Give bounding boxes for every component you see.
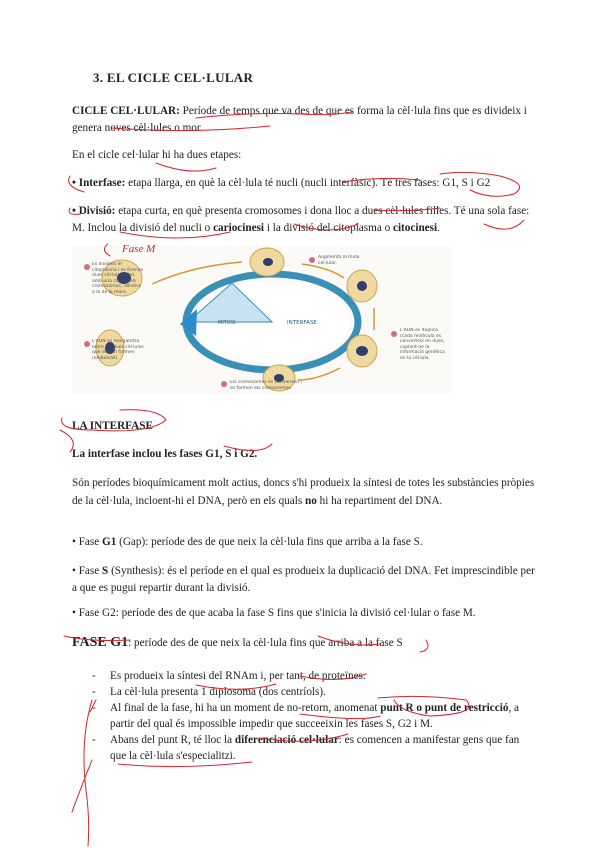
g1-text: : període des de que neix la cèl·lula fins que arriba a la fase S (128, 637, 403, 649)
divisio-text: etapa curta, en què presenta cromosomes i dona lloc a dues cèl·lules filles. Té una sola fase: M. Inclou la divisió del nucli o (72, 205, 530, 234)
figure-label-4: L'ADN es reorganitza entre les dues cèl·lules que deixen formen (embolcall). (92, 339, 144, 361)
figure-label-2: Augmenta la mida cel·lular. (318, 255, 360, 266)
interfase-text: etapa llarga, en què la cèl·lula té nucli (nucli interfàsic). Té tres fases: G1, S i G2 (125, 177, 491, 189)
phase-s: • Fase S (Synthesis): és el període en el qual es produeix la duplicació del DNA. Fet imprescindible per a que es pugui repartir durant la divisió. (72, 565, 535, 594)
interfase-description-end: hi ha repartiment del DNA. (316, 495, 443, 507)
divisio-paragraph: • Divisió: etapa curta, en què presenta cromosomes i dona lloc a dues cèl·lules filles. Té una sola fase: M. Inclou la divisió del nucli o cariocinesi i la divisió del citoplasma o citocinesi. (72, 205, 530, 234)
cariocinesi-term: cariocinesi (213, 222, 265, 234)
interfase-description-emph: no (305, 495, 317, 507)
g1-title: FASE G1 (72, 635, 129, 650)
cell-top-center (250, 248, 284, 276)
divisio-term: Divisió: (78, 205, 116, 217)
interfase-paragraph: • Interfase: etapa llarga, en què la cèl·lula té nucli (nucli interfàsic). Té tres fases: G1, S i G2 (72, 177, 491, 189)
definition-term: CICLE CEL·LULAR: (72, 105, 180, 117)
divisio-text-2: i la divisió del citoplasma o (264, 222, 393, 234)
list-item: - La cèl·lula presenta 1 diplosoma (dos centríols). (92, 686, 326, 698)
list-item: - Es produeix la síntesi del RNAm i, per tant, de proteïnes. (92, 670, 366, 682)
phase-g2: • Fase G2: període des de que acaba la fase S fins que s'inicia la divisió cel·lular o fase M. (72, 607, 476, 619)
interfase-label: INTERFASE (287, 320, 317, 326)
cell-right-bottom (347, 335, 377, 367)
list-item: - Abans del punt R, té lloc la diferenciació cel·lular: es comencen a manifestar gens que fan que la cèl·lula s'especialitzi. (92, 734, 520, 762)
list-item: - Al final de la fase, hi ha un moment de no-retorn, anomenat punt R o punt de restricció, a partir del qual és impossible impedir que succeeixin les fases S, G2 i M. (92, 702, 519, 730)
cell-cycle-figure (72, 246, 452, 394)
handwritten-note: Fase M (122, 243, 156, 255)
interfase-section-subtitle: La interfase inclou les fases G1, S i G2. (72, 448, 258, 460)
phase-g1: • Fase G1 (Gap): període des de que neix la cèl·lula fins que arriba a la fase S. (72, 536, 423, 548)
definition-paragraph (72, 103, 542, 137)
figure-label-1: Es divideix el citoplasma i es formen dues cèl·lules filles amb una còpia dels cromosomes, idèntics a la de la mare. (92, 262, 144, 295)
intro-paragraph: En el cicle cel·lular hi ha dues etapes: (72, 149, 242, 161)
g1-bullet-list (92, 668, 532, 764)
interfase-description (72, 474, 542, 510)
interfase-section-title: LA INTERFASE (72, 420, 153, 432)
figure-label-3: L'ADN es duplica (cada molècula es converteix en dues, copiant-ne la informació genètica en la cèl·lula. (400, 328, 445, 361)
interfase-term: Interfase: (78, 177, 126, 189)
divisio-text-3: . (437, 222, 440, 234)
g1-heading-line (72, 634, 542, 652)
interfase-description-text: Són períodes bioquímicament molt actius, doncs s'hi produeix la síntesi de totes les substàncies pròpies de la cèl·lula, incloent-hi el DNA, però en els quals (72, 477, 535, 507)
citocinesi-term: citocinesi (392, 222, 438, 234)
section-heading: 3. EL CICLE CEL·LULAR (93, 70, 254, 85)
definition-text: Període de temps que va des de que es forma la cèl·lula fins que es divideix i genera noves cèl·lules o mor. (72, 105, 527, 134)
figure-label-5: Els cromosomes es condensen i es formen els cromosomes. (230, 380, 302, 391)
mitosi-label: MITOSI (218, 320, 236, 326)
